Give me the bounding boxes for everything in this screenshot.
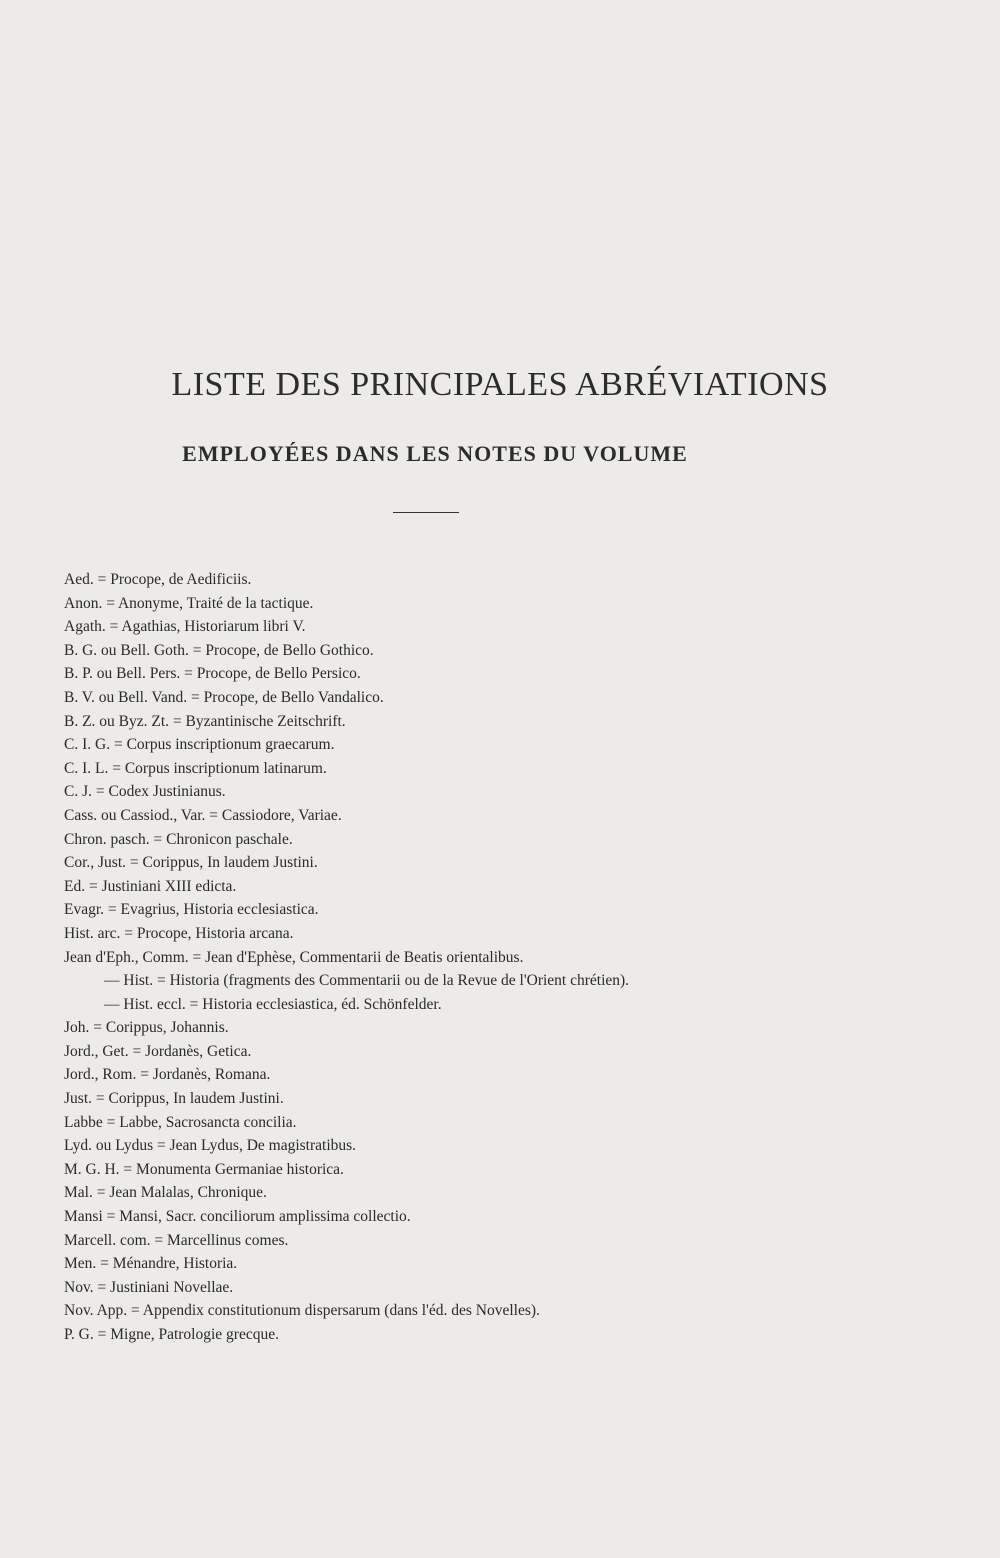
abbreviation-definition: = Historia (fragments des Commentarii ou de la Revue de l'Orient chrétien). [156, 972, 630, 990]
abbreviation-term: C. I. L. [64, 759, 109, 777]
title-divider [393, 512, 459, 513]
abbreviation-definition: = Jean Lydus, De magistratibus. [157, 1137, 357, 1155]
abbreviation-term: P. G. [64, 1326, 94, 1343]
abbreviation-entry [64, 828, 964, 852]
abbreviation-term: Jean d'Eph., Comm. [64, 948, 189, 966]
abbreviation-term: Aed. [64, 571, 94, 588]
abbreviation-term: Just. [64, 1090, 92, 1108]
abbreviation-definition: = Jean Malalas, Chronique. [96, 1184, 267, 1202]
abbreviation-entry [64, 946, 964, 970]
abbreviation-term: C. J. [64, 783, 92, 801]
abbreviation-definition: = Appendix constitutionum dispersarum (dans l'éd. des Novelles). [131, 1302, 540, 1320]
abbreviation-entry [64, 1276, 964, 1300]
abbreviation-entry [64, 1134, 964, 1158]
abbreviation-entry [64, 1016, 964, 1040]
abbreviation-term: Anon. [64, 594, 103, 612]
page-subtitle: EMPLOYÉES DANS LES NOTES DU VOLUME [182, 441, 688, 466]
abbreviation-term: — Hist. [104, 972, 154, 990]
abbreviation-definition: = Labbe, Sacrosancta concilia. [106, 1113, 297, 1131]
abbreviation-definition: = Ménandre, Historia. [100, 1255, 238, 1273]
abbreviation-entry [64, 1323, 964, 1347]
abbreviation-entry [64, 615, 964, 639]
abbreviation-entry [64, 1229, 964, 1253]
abbreviation-term: B. G. ou Bell. Goth. [64, 641, 189, 659]
abbreviation-entry [64, 922, 964, 946]
abbreviation-term: Agath. [64, 618, 106, 636]
abbreviation-term: Men. [64, 1255, 97, 1273]
abbreviation-term: Labbe [64, 1113, 103, 1131]
abbreviation-definition: = Monumenta Germaniae historica. [123, 1160, 344, 1178]
abbreviation-definition: = Procope, de Aedificiis. [97, 571, 252, 588]
abbreviation-definition: = Justiniani Novellae. [97, 1278, 234, 1296]
abbreviation-definition: = Procope, de Bello Persico. [184, 665, 361, 683]
abbreviation-entry [64, 993, 964, 1017]
abbreviation-entry [64, 1299, 964, 1323]
abbreviation-term: Chron. pasch. [64, 830, 150, 848]
abbreviation-entry [64, 969, 964, 993]
abbreviation-term: Cass. ou Cassiod., Var. [64, 806, 206, 824]
abbreviation-definition: = Chronicon paschale. [153, 830, 293, 848]
abbreviation-term: Marcell. com. [64, 1231, 151, 1249]
abbreviation-entry [64, 757, 964, 781]
abbreviation-term: Nov. App. [64, 1302, 128, 1320]
abbreviation-entry [64, 1040, 964, 1064]
abbreviation-definition: = Evagrius, Historia ecclesiastica. [107, 901, 319, 919]
abbreviation-entry [64, 1087, 964, 1111]
abbreviation-definition: = Corpus inscriptionum latinarum. [112, 759, 327, 777]
abbreviation-definition: = Historia ecclesiastica, éd. Schönfelder. [189, 995, 442, 1013]
abbreviation-entry [64, 898, 964, 922]
abbreviation-entry [64, 592, 964, 616]
abbreviation-entry [64, 733, 964, 757]
abbreviation-entry [64, 851, 964, 875]
abbreviation-term: Jord., Get. [64, 1042, 129, 1060]
abbreviation-entry [64, 639, 964, 663]
abbreviation-entry [64, 710, 964, 734]
abbreviation-definition: = Procope, de Bello Vandalico. [191, 688, 384, 706]
abbreviation-definition: = Jean d'Ephèse, Commentarii de Beatis orientalibus. [192, 948, 524, 966]
abbreviation-term: Evagr. [64, 901, 105, 919]
abbreviation-term: Mal. [64, 1184, 93, 1202]
abbreviation-entry [64, 1158, 964, 1182]
abbreviation-definition: = Jordanès, Romana. [140, 1066, 271, 1084]
abbreviation-definition: = Cassiodore, Variae. [209, 806, 342, 824]
abbreviation-entry [64, 568, 964, 592]
abbreviation-term: — Hist. eccl. [104, 995, 186, 1013]
abbreviation-definition: = Agathias, Historiarum libri V. [109, 618, 306, 636]
abbreviation-definition: = Corpus inscriptionum graecarum. [113, 736, 335, 754]
abbreviation-term: Nov. [64, 1278, 94, 1296]
abbreviation-definition: = Corippus, In laudem Justini. [129, 854, 318, 872]
abbreviation-term: B. V. ou Bell. Vand. [64, 688, 188, 706]
abbreviation-definition: = Mansi, Sacr. conciliorum amplissima collectio. [106, 1208, 411, 1226]
page-title: LISTE DES PRINCIPALES ABRÉVIATIONS [171, 366, 829, 403]
abbreviation-definition: = Procope, Historia arcana. [124, 924, 294, 942]
abbreviation-entry [64, 780, 964, 804]
abbreviation-term: C. I. G. [64, 736, 111, 754]
abbreviation-entry [64, 875, 964, 899]
abbreviation-entry [64, 1252, 964, 1276]
abbreviation-entry [64, 1111, 964, 1135]
abbreviation-list [64, 568, 964, 1347]
abbreviation-term: Lyd. ou Lydus [64, 1137, 154, 1155]
abbreviation-term: Cor., Just. [64, 854, 127, 872]
abbreviation-definition: = Procope, de Bello Gothico. [192, 641, 374, 659]
abbreviation-entry [64, 1063, 964, 1087]
abbreviation-definition: = Corippus, In laudem Justini. [95, 1090, 284, 1108]
abbreviation-entry [64, 686, 964, 710]
abbreviation-definition: = Byzantinische Zeitschrift. [172, 712, 346, 730]
abbreviation-entry [64, 1205, 964, 1229]
abbreviation-definition: = Migne, Patrologie grecque. [97, 1326, 279, 1343]
abbreviation-term: Hist. arc. [64, 924, 121, 942]
abbreviation-entry [64, 662, 964, 686]
abbreviation-term: B. Z. ou Byz. Zt. [64, 712, 170, 730]
abbreviation-definition: = Codex Justinianus. [95, 783, 226, 801]
abbreviation-term: Jord., Rom. [64, 1066, 137, 1084]
abbreviation-term: B. P. ou Bell. Pers. [64, 665, 181, 683]
abbreviation-definition: = Corippus, Johannis. [93, 1019, 229, 1037]
abbreviation-definition: = Jordanès, Getica. [132, 1042, 252, 1060]
abbreviation-term: Joh. [64, 1019, 90, 1037]
abbreviation-term: M. G. H. [64, 1160, 120, 1178]
abbreviation-entry [64, 804, 964, 828]
abbreviation-definition: = Marcellinus comes. [154, 1231, 289, 1249]
abbreviation-definition: = Justiniani XIII edicta. [88, 877, 237, 895]
abbreviation-entry [64, 1181, 964, 1205]
abbreviation-definition: = Anonyme, Traité de la tactique. [106, 594, 314, 612]
abbreviation-term: Mansi [64, 1208, 103, 1226]
abbreviation-term: Ed. [64, 877, 86, 895]
